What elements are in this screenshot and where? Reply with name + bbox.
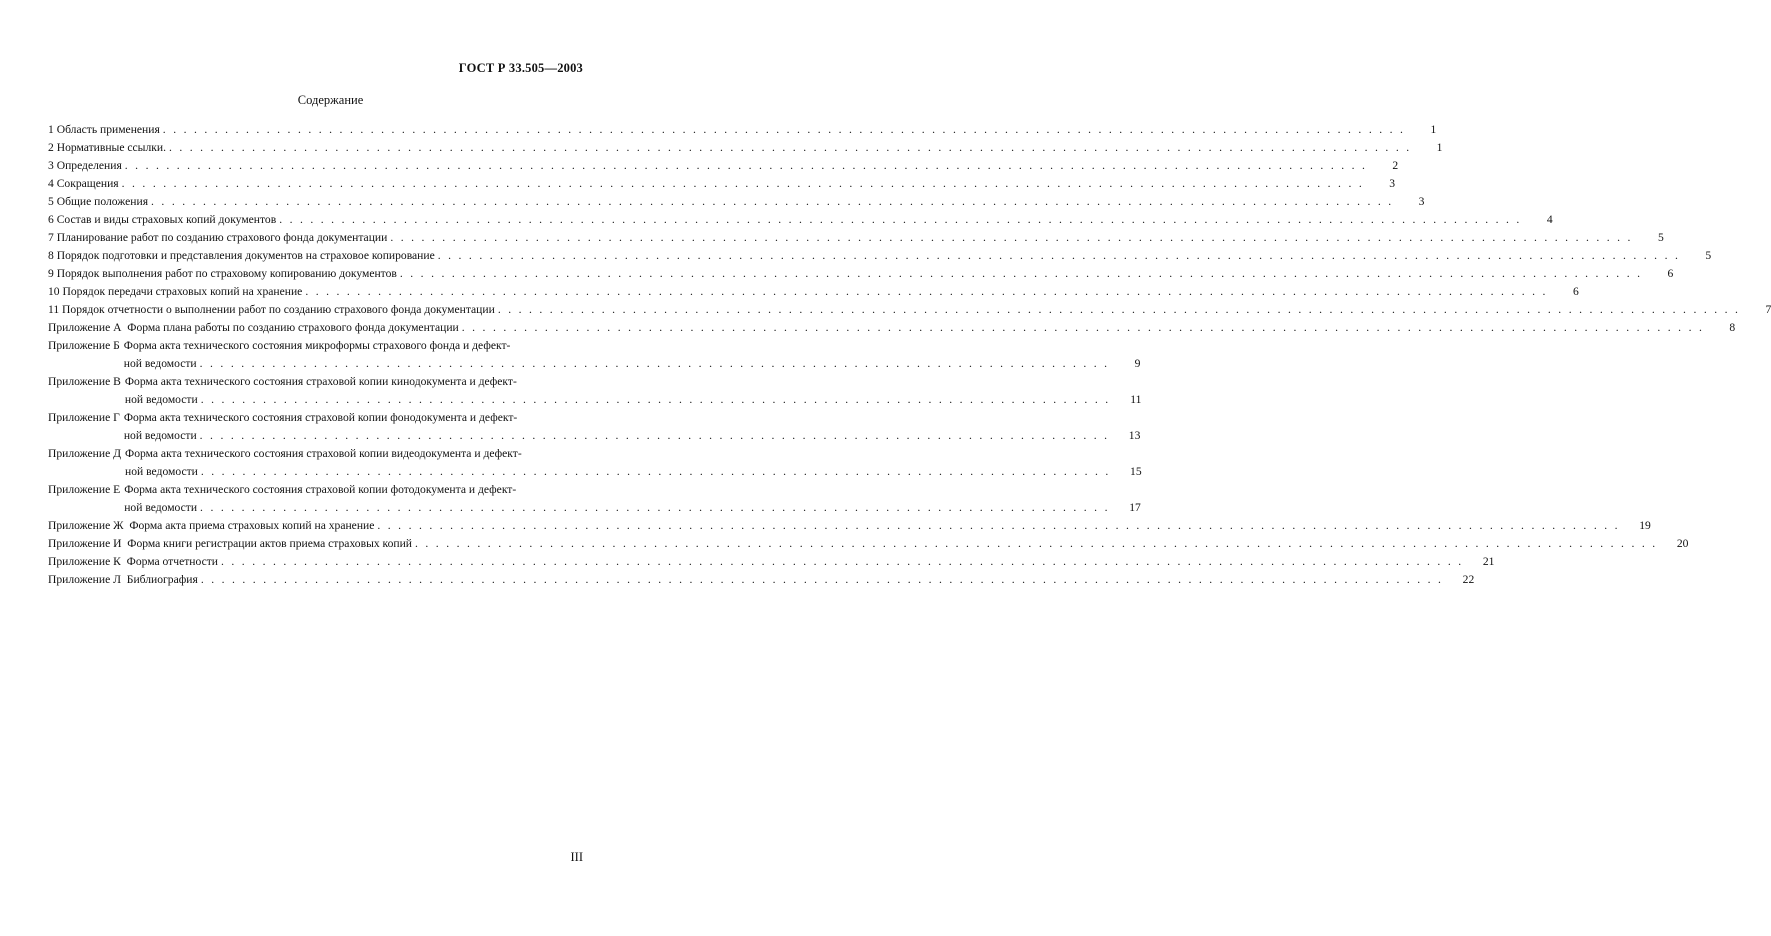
appendix-prefix: Приложение Е [48, 483, 121, 496]
toc-entry-page: 9 [1134, 357, 1141, 370]
appendix-prefix: Приложение А [48, 321, 122, 334]
appendix-prefix: Приложение В [48, 375, 121, 388]
leader-dots [201, 391, 1111, 409]
leader-dots [201, 571, 1443, 589]
toc-entry-page: 17 [1129, 501, 1141, 514]
toc-entry-page: 13 [1128, 429, 1141, 442]
toc-entry-page: 1 [1430, 123, 1437, 136]
appendix-prefix: Приложение Д [48, 447, 122, 460]
leader-dots [462, 319, 1704, 337]
toc-entry-page: 20 [1676, 537, 1689, 550]
leader-dots [390, 229, 1632, 247]
toc-entry[interactable] [48, 265, 1674, 283]
toc-title: Содержание [297, 93, 364, 107]
appendix-title-cont: ной ведомости [124, 501, 198, 514]
leader-dots [221, 553, 1463, 571]
toc-appendix-entry[interactable] [48, 337, 1141, 373]
toc-entry[interactable] [48, 301, 1771, 319]
toc-appendix-entry[interactable] [48, 571, 1475, 589]
toc-appendix-entry[interactable] [48, 373, 1142, 409]
toc-entry[interactable] [48, 157, 1399, 175]
leader-dots [498, 301, 1740, 319]
toc-entry-page: 1 [1436, 141, 1443, 154]
appendix-prefix: Приложение Л [48, 573, 121, 586]
toc-entry-page: 5 [1657, 231, 1664, 244]
toc-entry[interactable] [48, 175, 1396, 193]
leader-dots [200, 355, 1110, 373]
leader-dots [305, 283, 1547, 301]
leader-dots [415, 535, 1657, 553]
appendix-prefix: Приложение К [48, 555, 121, 568]
toc-entry[interactable] [48, 211, 1553, 229]
toc-entry-page: 5 [1705, 249, 1712, 262]
leader-dots [163, 121, 1405, 139]
appendix-prefix: Приложение Ж [48, 519, 124, 532]
toc-entry-label: 2 Нормативные ссылки. [48, 141, 166, 154]
appendix-title: Форма акта технического состояния страховой копии фонодокумента и дефект- [123, 411, 518, 424]
appendix-title: Форма акта технического состояния страховой копии видеодокумента и дефект- [125, 447, 522, 460]
toc-entry-label: 8 Порядок подготовки и представления документов на страховое копирование [48, 249, 435, 262]
leader-dots [151, 193, 1393, 211]
leader-dots [438, 247, 1680, 265]
leader-dots [122, 175, 1364, 193]
toc-appendix-entry[interactable] [48, 481, 1141, 517]
toc-sections [48, 121, 1771, 319]
toc-appendices [48, 319, 1736, 589]
toc-appendix-entry[interactable] [48, 319, 1736, 337]
toc-entry-page: 22 [1462, 573, 1475, 586]
toc-entry-page: 7 [1765, 303, 1771, 316]
appendix-title: Форма акта приема страховых копий на хранение [129, 519, 375, 532]
appendix-title: Форма акта технического состояния страховой копии кинодокумента и дефект- [124, 375, 517, 388]
toc-entry[interactable] [48, 283, 1579, 301]
appendix-title: Форма отчетности [126, 555, 218, 568]
toc-entry-page: 3 [1389, 177, 1396, 190]
toc-appendix-entry[interactable] [48, 445, 1142, 481]
toc-entry-page: 3 [1418, 195, 1425, 208]
toc-entry-label: 9 Порядок выполнения работ по страховому копированию документов [48, 267, 397, 280]
toc-entry-label: 10 Порядок передачи страховых копий на хранение [48, 285, 303, 298]
appendix-title-cont: ной ведомости [123, 357, 197, 370]
toc-entry-label: 7 Планирование работ по созданию страхового фонда документации [48, 231, 388, 244]
toc-entry-label: 1 Область применения [48, 123, 160, 136]
toc-entry-page: 8 [1729, 321, 1736, 334]
leader-dots [200, 427, 1110, 445]
toc-entry-label: 5 Общие положения [48, 195, 149, 208]
appendix-title: Форма книги регистрации актов приема страховых копий [127, 537, 413, 550]
toc-entry-page: 6 [1667, 267, 1674, 280]
toc-entry-page: 11 [1130, 393, 1142, 406]
toc-entry[interactable] [48, 121, 1437, 139]
leader-dots [200, 499, 1110, 517]
toc-entry-page: 6 [1572, 285, 1579, 298]
toc-entry-label: 4 Сокращения [48, 177, 119, 190]
appendix-title-cont: ной ведомости [124, 393, 198, 406]
document-code: ГОСТ Р 33.505—2003 [458, 61, 583, 75]
toc-entry[interactable] [48, 247, 1712, 265]
leader-dots [169, 139, 1411, 157]
toc-appendix-entry[interactable] [48, 553, 1495, 571]
appendix-title: Форма акта технического состояния страховой копии фотодокумента и дефект- [124, 483, 517, 496]
toc-entry[interactable] [48, 193, 1425, 211]
page-number: III [570, 850, 583, 864]
toc-entry[interactable] [48, 229, 1664, 247]
toc-entry-page: 15 [1130, 465, 1142, 478]
table-of-contents [48, 121, 1771, 589]
leader-dots [377, 517, 1619, 535]
appendix-prefix: Приложение Г [48, 411, 120, 424]
toc-entry-page: 21 [1482, 555, 1495, 568]
appendix-prefix: Приложение И [48, 537, 122, 550]
leader-dots [400, 265, 1642, 283]
toc-entry-page: 2 [1392, 159, 1399, 172]
toc-entry[interactable] [48, 139, 1443, 157]
appendix-title: Форма акта технического состояния микроформы страхового фонда и дефект- [123, 339, 511, 352]
toc-appendix-entry[interactable] [48, 535, 1689, 553]
appendix-title-cont: ной ведомости [123, 429, 197, 442]
toc-entry-page: 19 [1639, 519, 1651, 532]
toc-appendix-entry[interactable] [48, 517, 1651, 535]
toc-entry-page: 4 [1546, 213, 1553, 226]
appendix-title: Библиография [126, 573, 198, 586]
toc-entry-label: 3 Определения [48, 159, 122, 172]
toc-entry-label: 11 Порядок отчетности о выполнении работ по созданию страхового фонда документации [48, 303, 495, 316]
leader-dots [125, 157, 1367, 175]
toc-entry-label: 6 Состав и виды страховых копий документов [48, 213, 277, 226]
appendix-title: Форма плана работы по созданию страхового фонда документации [127, 321, 459, 334]
appendix-prefix: Приложение Б [48, 339, 120, 352]
toc-appendix-entry[interactable] [48, 409, 1141, 445]
leader-dots [201, 463, 1111, 481]
appendix-title-cont: ной ведомости [125, 465, 198, 478]
leader-dots [279, 211, 1521, 229]
